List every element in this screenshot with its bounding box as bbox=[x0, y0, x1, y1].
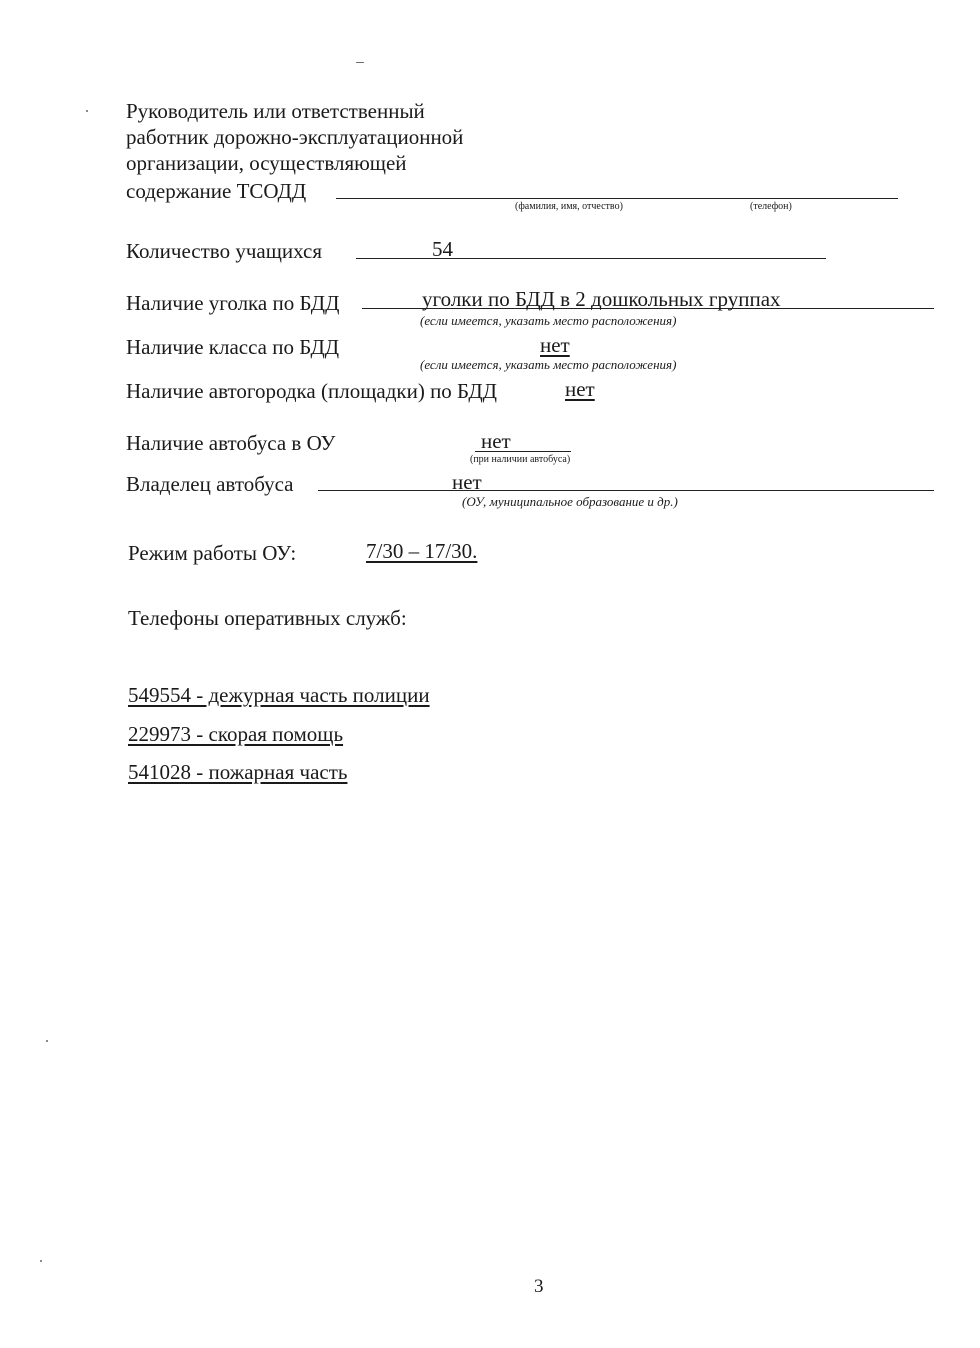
manager-label-line-3: организации, осуществляющей bbox=[126, 151, 407, 175]
service-item: 549554 - дежурная часть полиции bbox=[128, 683, 430, 707]
scan-speck bbox=[86, 110, 88, 112]
class-value: нет bbox=[540, 333, 570, 357]
manager-label-line-2: работник дорожно-эксплуатационной bbox=[126, 125, 464, 149]
bus-owner-caption: (ОУ, муниципальное образование и др.) bbox=[462, 494, 678, 509]
corner-value: уголки по БДД в 2 дошкольных группах bbox=[422, 287, 781, 311]
bus-owner-label: Владелец автобуса bbox=[126, 472, 294, 496]
corner-label: Наличие уголка по БДД bbox=[126, 291, 340, 315]
service-item: 229973 - скорая помощь bbox=[128, 722, 344, 746]
manager-fill-line bbox=[336, 198, 898, 199]
students-fill-line bbox=[356, 258, 826, 259]
schedule-value: 7/30 – 17/30. bbox=[366, 539, 478, 563]
students-label: Количество учащихся bbox=[126, 239, 322, 263]
bus-owner-value: нет bbox=[452, 470, 482, 494]
bus-value: нет bbox=[481, 429, 511, 453]
corner-caption: (если имеется, указать место расположения) bbox=[420, 313, 677, 328]
students-value: 54 bbox=[432, 237, 453, 261]
bus-label: Наличие автобуса в ОУ bbox=[126, 431, 336, 455]
services-title: Телефоны оперативных служб: bbox=[128, 606, 407, 630]
scan-speck bbox=[46, 1040, 48, 1042]
page-number: 3 bbox=[534, 1276, 544, 1297]
service-item: 541028 - пожарная часть bbox=[128, 760, 348, 784]
manager-label-line-4: содержание ТСОДД bbox=[126, 179, 307, 203]
scan-speck bbox=[356, 62, 364, 63]
class-label: Наличие класса по БДД bbox=[126, 335, 340, 359]
class-caption: (если имеется, указать место расположения) bbox=[420, 357, 677, 372]
caption-fio: (фамилия, имя, отчество) bbox=[515, 201, 623, 212]
manager-label-line-1: Руководитель или ответственный bbox=[126, 99, 425, 123]
autotown-label: Наличие автогородка (площадки) по БДД bbox=[126, 379, 497, 403]
schedule-label: Режим работы ОУ: bbox=[128, 541, 297, 565]
bus-owner-fill-line bbox=[318, 490, 934, 491]
caption-phone: (телефон) bbox=[750, 201, 792, 212]
autotown-value: нет bbox=[565, 377, 595, 401]
bus-caption: (при наличии автобуса) bbox=[470, 454, 571, 465]
scan-speck bbox=[40, 1260, 42, 1262]
